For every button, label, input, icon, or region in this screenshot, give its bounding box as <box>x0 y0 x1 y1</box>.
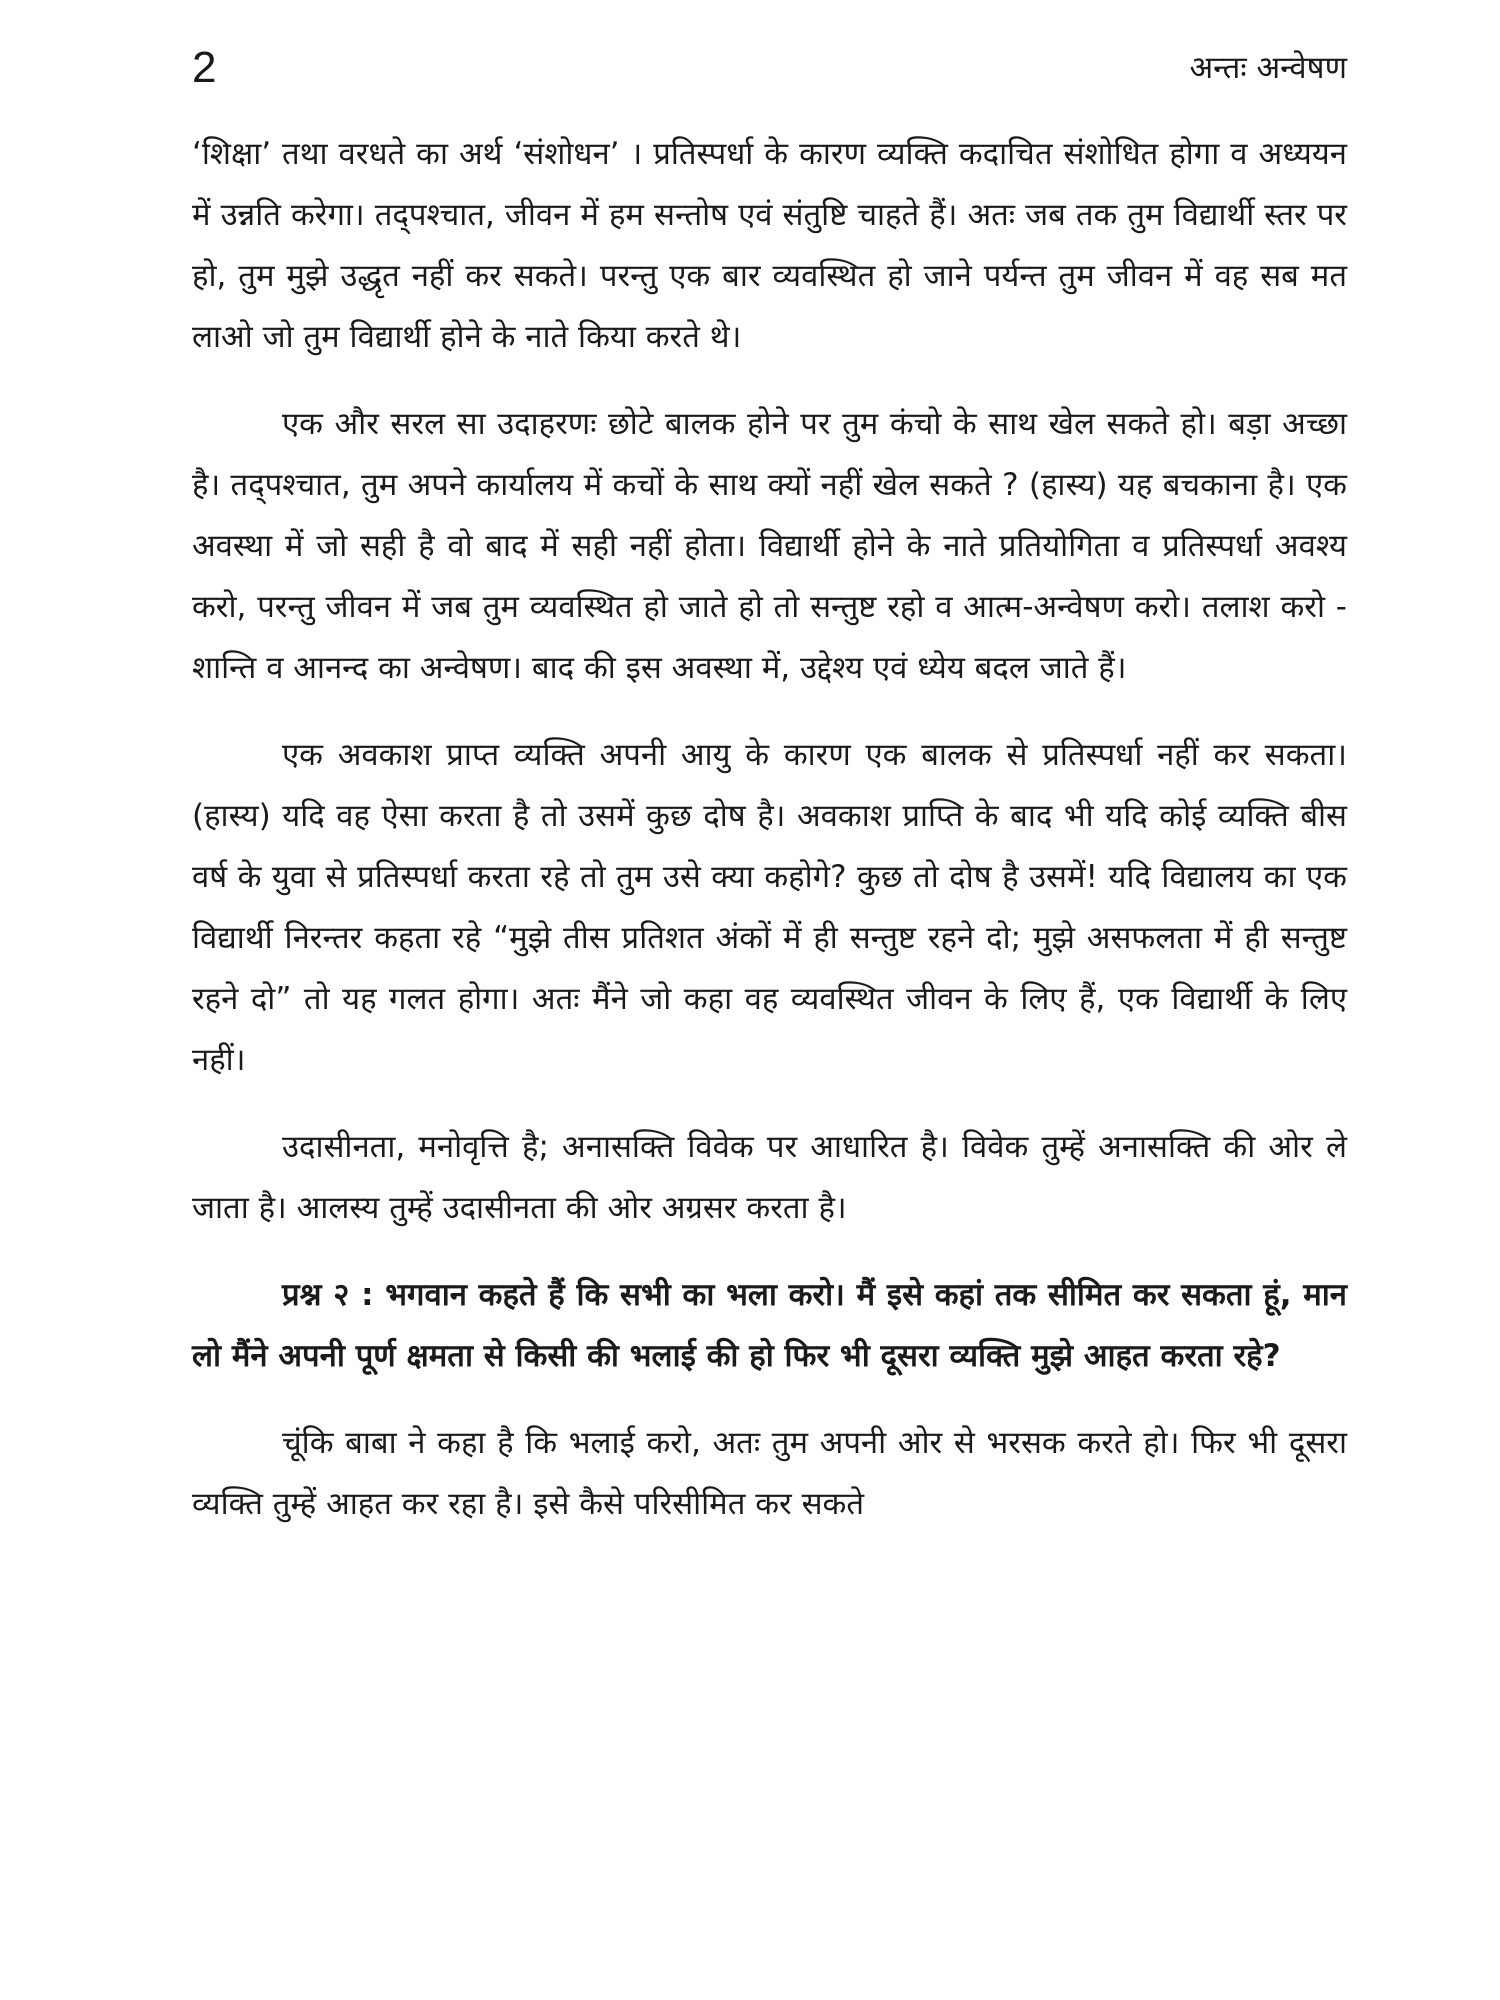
page-header <box>192 40 1347 96</box>
page-body <box>192 124 1347 1535</box>
paragraph-marbles-example: एक और सरल सा उदाहरणः छोटे बालक होने पर तुम कंचो के साथ खेल सकते हो। बड़ा अच्छा है। तद्पश्चात, तुम अपने कार्यालय में कचों के साथ क्यों नहीं खेल सकते ? (हास्य) यह बचकाना है। एक अवस्था में जो सही है वो बाद में सही नहीं होता। विद्यार्थी होने के नाते प्रतियोगिता व प्रतिस्पर्धा अवश्य करो, परन्तु जीवन में जब तुम व्यवस्थित हो जाते हो तो सन्तुष्ट रहो व आत्म-अन्वेषण करो। तलाश करो - शान्ति व आनन्द का अन्वेषण। बाद की इस अवस्था में, उद्देश्य एवं ध्येय बदल जाते हैं। <box>192 406 1347 686</box>
page-number: 2 <box>192 43 217 92</box>
paragraph-indifference-detachment: उदासीनता, मनोवृत्ति है; अनासक्ति विवेक पर आधारित है। विवेक तुम्हें अनासक्ति की ओर ले जाता है। आलस्य तुम्हें उदासीनता की ओर अग्रसर करता है। <box>192 1129 1347 1226</box>
paragraph-retired-person: एक अवकाश प्राप्त व्यक्ति अपनी आयु के कारण एक बालक से प्रतिस्पर्धा नहीं कर सकता। (हास्य) यदि वह ऐसा करता है तो उसमें कुछ दोष है। अवकाश प्राप्ति के बाद भी यदि कोई व्यक्ति बीस वर्ष के युवा से प्रतिस्पर्धा करता रहे तो तुम उसे क्या कहोगे? कुछ तो दोष है उसमें! यदि विद्यालय का एक विद्यार्थी निरन्तर कहता रहे “मुझे तीस प्रतिशत अंकों में ही सन्तुष्ट रहने दो; मुझे असफलता में ही सन्तुष्ट रहने दो” तो यह गलत होगा। अतः मैंने जो कहा वह व्यवस्थित जीवन के लिए हैं, एक विद्यार्थी के लिए नहीं। <box>192 737 1347 1078</box>
running-title: अन्तः अन्वेषण <box>1189 50 1347 86</box>
question-2-heading: प्रश्न २ : भगवान कहते हैं कि सभी का भला करो। मैं इसे कहां तक सीमित कर सकता हूं, मान लो मैंने अपनी पूर्ण क्षमता से किसी की भलाई की हो फिर भी दूसरा व्यक्ति मुझे आहत करता रहे? <box>192 1277 1347 1374</box>
paragraph-answer-start: चूंकि बाबा ने कहा है कि भलाई करो, अतः तुम अपनी ओर से भरसक करते हो। फिर भी दूसरा व्यक्ति तुम्हें आहत कर रहा है। इसे कैसे परिसीमित कर सकते <box>192 1425 1347 1522</box>
paragraph-shiksha-continuation: ‘शिक्षा’ तथा वरधते का अर्थ ‘संशोधन’ । प्रतिस्पर्धा के कारण व्यक्ति कदाचित संशोधित होगा व अध्ययन में उन्नति करेगा। तद्पश्चात, जीवन में हम सन्तोष एवं संतुष्टि चाहते हैं। अतः जब तक तुम विद्यार्थी स्तर पर हो, तुम मुझे उद्धृत नहीं कर सकते। परन्तु एक बार व्यवस्थित हो जाने पर्यन्त तुम जीवन में वह सब मत लाओ जो तुम विद्यार्थी होने के नाते किया करते थे। <box>192 136 1347 355</box>
